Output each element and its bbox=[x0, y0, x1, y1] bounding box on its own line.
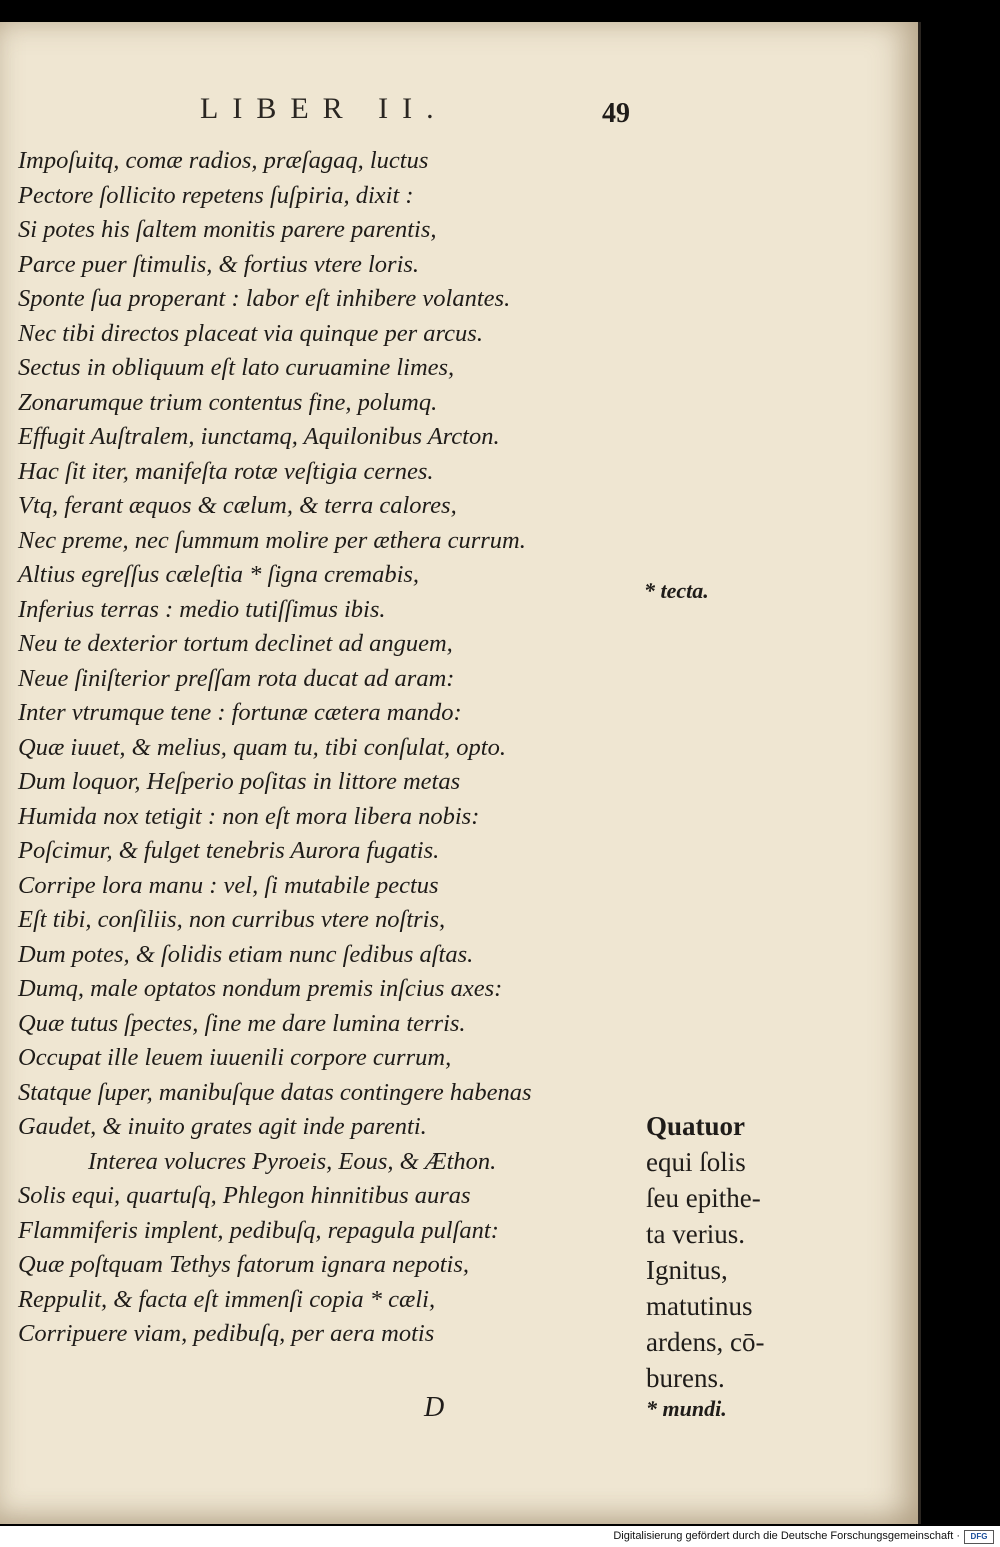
verse-line: Interea volucres Pyroeis, Eous, & Æthon. bbox=[88, 1147, 497, 1175]
marginal-gloss-line: burens. bbox=[646, 1363, 725, 1393]
verse-line: Gaudet, & inuito grates agit inde parenti. bbox=[18, 1113, 427, 1140]
verse-line: Effugit Auſtralem, iunctamq, Aquilonibus Arcton. bbox=[18, 423, 500, 450]
verse-line: Quæ poſtquam Tethys fatorum ignara nepotis, bbox=[18, 1251, 470, 1278]
dfg-logo[interactable]: DFG bbox=[964, 1530, 994, 1544]
verse-line: Flammiferis implent, pedibuſq, repagula pulſant: bbox=[18, 1216, 499, 1244]
digitization-footer bbox=[0, 1526, 1000, 1547]
marginal-gloss-line: matutinus bbox=[646, 1291, 753, 1321]
verse-line: Nec tibi directos placeat via quinque per arcus. bbox=[18, 319, 483, 347]
verse-line: Zonarumque trium contentus fine, polumq. bbox=[18, 388, 438, 416]
verse-line: Quæ iuuet, & melius, quam tu, tibi conſulat, opto. bbox=[18, 733, 506, 761]
verse-line: Impoſuitq, comæ radios, præſagaq, luctus bbox=[18, 147, 429, 174]
verse-line: Eſt tibi, conſiliis, non curribus vtere noſtris, bbox=[18, 906, 446, 933]
verse-line: Inter vtrumque tene : fortunæ cætera mando: bbox=[18, 699, 462, 726]
verse-line: Nec preme, nec ſummum molire per æthera currum. bbox=[18, 526, 526, 554]
marginal-gloss-line: ta verius. bbox=[646, 1219, 745, 1249]
marginal-gloss-line: ardens, cō- bbox=[646, 1327, 765, 1357]
running-head: LIBER II. bbox=[200, 92, 448, 125]
verse-line: Corripuere viam, pedibuſq, per aera motis bbox=[18, 1320, 435, 1347]
verse-text bbox=[18, 144, 658, 1352]
verse-line: Hac ſit iter, manifeſta rotæ veſtigia cernes. bbox=[18, 457, 434, 485]
marginal-note-tecta: * tecta. bbox=[644, 578, 709, 603]
verse-line: Neue ſiniſterior preſſam rota ducat ad aram: bbox=[18, 664, 455, 692]
marginal-gloss-line: Quatuor bbox=[646, 1111, 746, 1141]
marginal-gloss-line: equi ſolis bbox=[646, 1147, 746, 1177]
verse-line: Vtq, ferant æquos & cælum, & terra calores, bbox=[18, 492, 457, 519]
verse-line: Quæ tutus ſpectes, ſine me dare lumina terris. bbox=[18, 1009, 466, 1037]
verse-line: Parce puer ſtimulis, & fortius vtere loris. bbox=[18, 250, 420, 278]
folio-number: 49 bbox=[602, 98, 630, 129]
verse-line: Dum loquor, Heſperio poſitas in littore metas bbox=[18, 768, 461, 795]
verse-line: Poſcimur, & fulget tenebris Aurora fugatis. bbox=[18, 837, 440, 864]
book-page bbox=[0, 22, 921, 1524]
marginal-gloss bbox=[646, 1108, 764, 1396]
marginal-note-mundi: * mundi. bbox=[646, 1396, 727, 1421]
verse-line: Altius egreſſus cæleſtia * ſigna cremabis, bbox=[18, 561, 420, 588]
verse-line: Neu te dexterior tortum declinet ad anguem, bbox=[18, 630, 453, 657]
verse-line: Si potes his ſaltem monitis parere parentis, bbox=[18, 216, 437, 243]
funding-credit: Digitalisierung gefördert durch die Deutsche Forschungsgemeinschaft · bbox=[613, 1530, 960, 1542]
verse-line: Corripe lora manu : vel, ſi mutabile pectus bbox=[18, 871, 439, 899]
verse-line: Humida nox tetigit : non eſt mora libera nobis: bbox=[18, 802, 480, 830]
verse-line: Solis equi, quartuſq, Phlegon hinnitibus auras bbox=[18, 1182, 471, 1209]
marginal-gloss-line: Ignitus, bbox=[646, 1255, 728, 1285]
verse-line: Dumq, male optatos nondum premis inſcius axes: bbox=[18, 975, 503, 1002]
signature-mark: D bbox=[424, 1392, 445, 1423]
verse-line: Sponte ſua properant : labor eſt inhibere volantes. bbox=[18, 285, 511, 312]
marginal-gloss-line: ſeu epithe- bbox=[646, 1183, 761, 1213]
verse-line: Pectore ſollicito repetens ſuſpiria, dixit : bbox=[18, 181, 414, 209]
verse-line: Occupat ille leuem iuuenili corpore currum, bbox=[18, 1044, 452, 1071]
verse-line: Reppulit, & facta eſt immenſi copia * cæli, bbox=[18, 1285, 436, 1313]
verse-line: Dum potes, & ſolidis etiam nunc ſedibus aſtas. bbox=[18, 940, 474, 968]
verse-line: Inferius terras : medio tutiſſimus ibis. bbox=[18, 595, 386, 623]
verse-line: Statque ſuper, manibuſque datas contingere habenas bbox=[18, 1078, 532, 1106]
verse-line: Sectus in obliquum eſt lato curuamine limes, bbox=[18, 354, 455, 381]
